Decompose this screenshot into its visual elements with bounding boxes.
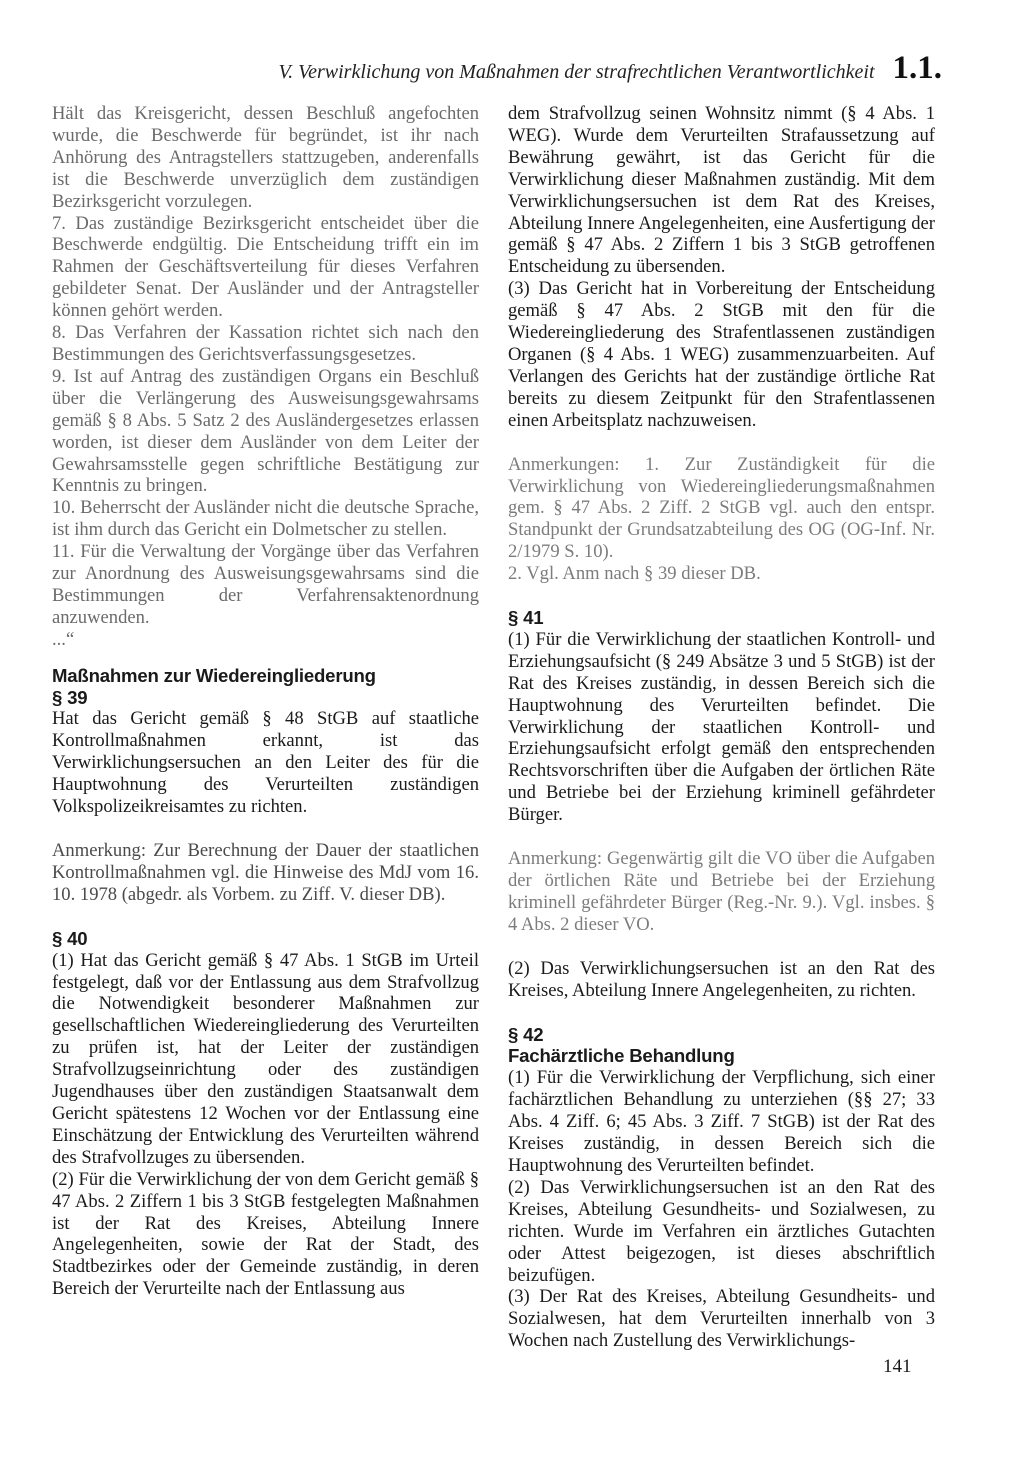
paragraph-7: 7. Das zuständige Bezirksgericht entscheidet über die Beschwerde endgültig. Die Entscheidung trifft ein im Rahmen der Geschäftsverteilung für dieses Verfahren gebildeter Senat. Der Ausländer und der Antragsteller können gehört werden.	[52, 212, 479, 322]
section-42-paragraph-2: (2) Das Verwirklichungsersuchen ist an den Rat des Kreises, Abteilung Gesundheits- und Sozialwesen, zu richten. Wurde im Verfahren ein ärztliches Gutachten oder Attest beigezogen, ist dieses abschriftlich beizufügen.	[508, 1176, 935, 1286]
page-header	[0, 50, 942, 87]
section-39-note: Anmerkung: Zur Berechnung der Dauer der staatlichen Kontrollmaßnahmen vgl. die Hinweise des MdJ vom 16. 10. 1978 (abgedr. als Vorbem. zu Ziff. V. dieser DB).	[52, 840, 479, 905]
section-41-paragraph-2: (2) Das Verwirklichungsersuchen ist an den Rat des Kreises, Abteilung Innere Angelegenheiten, zu richten.	[508, 957, 935, 1001]
paragraph-8: 8. Das Verfahren der Kassation richtet sich nach den Bestimmungen des Gerichtsverfassungsgesetzes.	[52, 322, 479, 365]
section-number: 1.1.	[892, 50, 942, 86]
quote-end: ...“	[52, 628, 75, 650]
paragraph-9: 9. Ist auf Antrag des zuständigen Organs ein Beschluß über die Verlängerung des Ausweisungsgewahrsams gemäß § 8 Abs. 5 Satz 2 des Ausländergesetzes erlassen worden, ist dieser dem Ausländer von dem Leiter der Gewahrsamsstelle gegen schriftliche Bestätigung zur Kenntnis zu bringen.	[52, 365, 479, 497]
section-42-paragraph-1: (1) Für die Verwirklichung der Verpflichung, sich einer fachärztlichen Behandlung zu unterziehen (§§ 27; 33 Abs. 4 Ziff. 6; 45 Abs. 3 Ziff. 7 StGB) ist der Rat des Kreises zuständig, in dessen Bereich sich die Hauptwohnung des Verurteilten befindet.	[508, 1067, 935, 1176]
section-41-note: Anmerkung: Gegenwärtig gilt die VO über die Aufgaben der örtlichen Räte und Betriebe bei der Erziehung kriminell gefährdeter Bürger (Reg.-Nr. 9.). Vgl. insbes. § 4 Abs. 2 dieser VO.	[508, 848, 935, 935]
paragraph-10: 10. Beherrscht der Ausländer nicht die deutsche Sprache, ist ihm durch das Gericht ein Dolmetscher zu stellen.	[52, 497, 479, 541]
section-42-paragraph-3: (3) Der Rat des Kreises, Abteilung Gesundheits- und Sozialwesen, hat dem Verurteilten innerhalb von 3 Wochen nach Zustellung des Verwirklichungs-	[508, 1286, 935, 1352]
section-40-note-2: 2. Vgl. Anm nach § 39 dieser DB.	[508, 563, 761, 585]
section-42-heading: § 42	[508, 1023, 544, 1045]
heading-wiedereingliederung: Maßnahmen zur Wiedereingliederung	[52, 664, 376, 686]
heading-fachaerztliche-behandlung: Fachärztliche Behandlung	[508, 1045, 735, 1067]
section-40-paragraph-2: (2) Für die Verwirklichung der von dem Gericht gemäß § 47 Abs. 2 Ziffern 1 bis 3 StGB festgelegten Maßnahmen ist der Rat des Kreises, Abteilung Innere Angelegenheiten, sowie der Rat der Stadt, des Stadtbezirkes oder der Gemeinde zuständig, in deren Bereich der Verurteilte nach der Entlassung aus	[52, 1168, 479, 1300]
paragraph-6-continuation: Hält das Kreisgericht, dessen Beschluß angefochten wurde, die Beschwerde für begründet, ist ihr nach Anhörung des Antragstellers stattzugeben, anderenfalls ist die Beschwerde unverzüglich dem zuständigen Bezirksgericht vorzulegen.	[52, 103, 479, 212]
running-head: V. Verwirklichung von Maßnahmen der strafrechtlichen Verantwortlichkeit	[278, 61, 875, 83]
section-40-heading: § 40	[52, 927, 88, 949]
section-41-paragraph-1: (1) Für die Verwirklichung der staatlichen Kontroll- und Erziehungsaufsicht (§ 249 Absätze 3 und 5 StGB) ist der Rat des Kreises zuständig, in dessen Bereich sich die Hauptwohnung des Verurteilten befindet. Die Verwirklichung der staatlichen Kontroll- und Erziehungsaufsicht erfolgt gemäß den entsprechenden Rechtsvorschriften über die Aufgaben der örtlichen Räte und Betriebe bei der Erziehung kriminell gefährdeter Bürger.	[508, 628, 935, 826]
page-number: 141	[883, 1356, 912, 1377]
left-column	[52, 103, 479, 1300]
section-40-paragraph-3: (3) Das Gericht hat in Vorbereitung der Entscheidung gemäß § 47 Abs. 2 StGB mit den für die Wiedereingliederung des Strafentlassenen zuständigen Organen (§ 4 Abs. 1 WEG) zusammenzuarbeiten. Auf Verlangen des Gerichts hat der zuständige örtliche Rat bereits zu diesem Zeitpunkt für den Strafentlassenen einen Arbeitsplatz nachzuweisen.	[508, 278, 935, 431]
right-column	[508, 103, 935, 1352]
section-39-heading: § 39	[52, 686, 88, 708]
section-40-note-1: Anmerkungen: 1. Zur Zuständigkeit für die Verwirklichung von Wiedereingliederungsmaßnahmen gem. § 47 Abs. 2 Ziff. 2 StGB vgl. auch den entspr. Standpunkt der Grundsatzabteilung des OG (OG-Inf. Nr. 2/1979 S. 10).	[508, 453, 935, 563]
section-40-paragraph-2-continuation: dem Strafvollzug seinen Wohnsitz nimmt (§ 4 Abs. 1 WEG). Wurde dem Verurteilten Strafaussetzung auf Bewährung gewährt, ist das Gericht für die Verwirklichung dieser Maßnahmen zuständig. Mit dem Verwirklichungsersuchen ist dem Rat des Kreises, Abteilung Innere Angelegenheiten, eine Ausfertigung der gemäß § 47 Abs. 2 Ziffern 1 bis 3 StGB getroffenen Entscheidung zu übersenden.	[508, 103, 935, 278]
section-39-text: Hat das Gericht gemäß § 48 StGB auf staatliche Kontrollmaßnahmen erkannt, ist das Verwirklichungsersuchen an den Leiter des für die Hauptwohnung des Verurteilten zuständigen Volkspolizeikreisamtes zu richten.	[52, 708, 479, 818]
section-40-paragraph-1: (1) Hat das Gericht gemäß § 47 Abs. 1 StGB im Urteil festgelegt, daß vor der Entlassung aus dem Strafvollzug die Notwendigkeit besonderer Maßnahmen zur gesellschaftlichen Wiedereingliederung des Verurteilten zu prüfen ist, hat der Leiter der zuständigen Strafvollzugseinrichtung oder des zuständigen Jugendhauses über den zuständigen Staatsanwalt dem Gericht spätestens 12 Wochen vor der Entlassung eine Einschätzung der Entwicklung des Verurteilten während des Strafvollzuges zu übersenden.	[52, 949, 479, 1168]
paragraph-11: 11. Für die Verwaltung der Vorgänge über das Verfahren zur Anordnung des Ausweisungsgewahrsams sind die Bestimmungen der Verfahrensaktenordnung anzuwenden.	[52, 541, 479, 628]
section-41-heading: § 41	[508, 607, 544, 629]
